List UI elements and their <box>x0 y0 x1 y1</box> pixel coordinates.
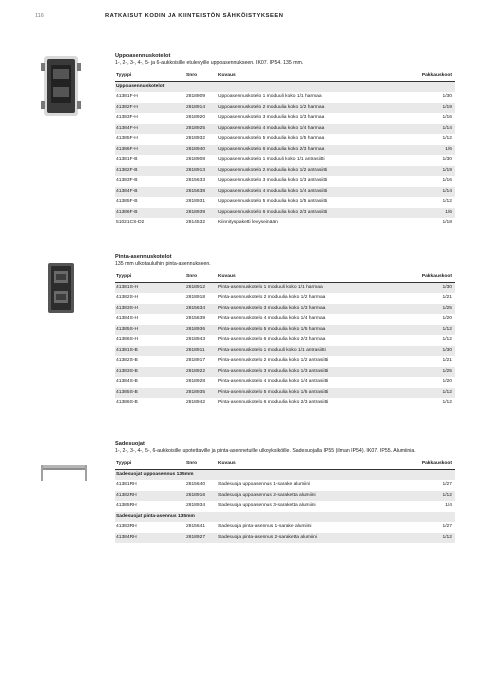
cell-description: Uppoasennuskotelo 5 moduulia koko 1/5 harmaa <box>217 134 410 145</box>
cell-description: Uppoasennuskotelo 2 moduulia koko 1/2 antrasiitti <box>217 166 410 177</box>
cell-description: Sadesuoja pinta-asennus 2-saraketta alumiini <box>217 533 410 544</box>
cell-type: 41384RH <box>115 533 185 544</box>
cell-type: 41385F-H <box>115 134 185 145</box>
section-title: Uppoasennuskotelot <box>115 53 171 59</box>
cell-snro: 2815640 <box>185 480 217 491</box>
cell-type: 41383S-H <box>115 304 185 315</box>
cell-type: 41386S-H <box>115 335 185 346</box>
cell-snro: 2815639 <box>185 314 217 325</box>
table-row <box>115 325 455 336</box>
cell-type: 41384F-B <box>115 187 185 198</box>
cell-snro: 2818943 <box>185 335 217 346</box>
cell-snro: 2818939 <box>185 208 217 219</box>
product-table <box>115 272 455 409</box>
cell-type: 41381F-B <box>115 155 185 166</box>
column-header-snro: Snro <box>185 272 217 283</box>
cell-type: 41382RH <box>115 491 185 502</box>
cell-type: 41383F-H <box>115 113 185 124</box>
cell-description: Sadesuoja uppoasennus 2-saraketta alumiini <box>217 491 410 502</box>
table-row <box>115 367 455 378</box>
cell-description: Pinta-asennuskotelo 2 moduulia koko 1/2 harmaa <box>217 293 410 304</box>
table-row <box>115 187 455 198</box>
section-title: Sadesuojat <box>115 441 145 447</box>
cell-description: Pinta-asennuskotelo 6 moduulia koko 2/3 antrasiitti <box>217 398 410 409</box>
cell-snro: 2818909 <box>185 92 217 103</box>
table-row <box>115 166 455 177</box>
cell-package: 1/12 <box>410 533 455 544</box>
cell-description: Pinta-asennuskotelo 4 moduulia koko 1/4 antrasiitti <box>217 377 410 388</box>
cell-package: 1/12 <box>410 491 455 502</box>
cell-description: Pinta-asennuskotelo 2 moduulia koko 1/2 antrasiitti <box>217 356 410 367</box>
cell-package: 1/25 <box>410 304 455 315</box>
cell-package: 1/27 <box>410 480 455 491</box>
column-header-type: Tyyppi <box>115 71 185 82</box>
table-row <box>115 145 455 156</box>
cell-package: 1/30 <box>410 155 455 166</box>
table-row <box>115 208 455 219</box>
table-row <box>115 346 455 357</box>
table-row <box>115 218 455 229</box>
cell-type: 41384S-B <box>115 377 185 388</box>
cell-snro: 2818911 <box>185 346 217 357</box>
cell-description: Pinta-asennuskotelo 3 moduulia koko 1/3 harmaa <box>217 304 410 315</box>
cell-description: Uppoasennuskotelo 5 moduulia koko 1/5 antrasiitti <box>217 197 410 208</box>
table-row <box>115 124 455 135</box>
section-title: Pinta-asennuskotelot <box>115 254 172 260</box>
cell-description: Pinta-asennuskotelo 3 moduulia koko 1/3 antrasiitti <box>217 367 410 378</box>
page-header <box>35 13 455 25</box>
table-row <box>115 293 455 304</box>
table-row <box>115 113 455 124</box>
table-row <box>115 176 455 187</box>
table-row <box>115 522 455 533</box>
cell-package: 1/12 <box>410 335 455 346</box>
group-label: Sadesuojat uppoasennus 135mm <box>115 470 455 481</box>
cell-type: 41382S-B <box>115 356 185 367</box>
cell-package: 1/16 <box>410 176 455 187</box>
cell-snro: 2818934 <box>185 501 217 512</box>
cell-snro: 2818916 <box>185 491 217 502</box>
cell-snro: 2818917 <box>185 356 217 367</box>
cell-package: 1/12 <box>410 134 455 145</box>
cell-snro: 2815634 <box>185 304 217 315</box>
cell-type: 41382S-H <box>115 293 185 304</box>
section-description: 1-, 2-, 3-, 4-, 5- ja 6-aukkoisille etulevyille uppoasennukseen. IK07. IP54. 135 mm. <box>115 60 304 66</box>
rain-cover-image <box>35 461 93 485</box>
column-header-package: Pakkauskoot <box>410 459 455 470</box>
cell-snro: 2818925 <box>185 124 217 135</box>
cell-type: 41386F-H <box>115 145 185 156</box>
table-row <box>115 377 455 388</box>
table-row <box>115 314 455 325</box>
cell-type: 41384S-H <box>115 314 185 325</box>
cell-description: Uppoasennuskotelo 1 moduuli koko 1/1 antrasiitti <box>217 155 410 166</box>
cell-snro: 2818913 <box>185 166 217 177</box>
cell-type: 41385F-B <box>115 197 185 208</box>
cell-package: 1/6 <box>410 208 455 219</box>
cell-type: 41381F-H <box>115 92 185 103</box>
group-label: Sadesuojat pinta-asennus 135mm <box>115 512 455 523</box>
cell-description: Pinta-asennuskotelo 6 moduulia koko 2/3 harmaa <box>217 335 410 346</box>
product-table <box>115 459 455 543</box>
cell-package: 1/20 <box>410 377 455 388</box>
cell-package: 1/14 <box>410 187 455 198</box>
cell-snro: 2815641 <box>185 522 217 533</box>
cell-snro: 2818918 <box>185 293 217 304</box>
table-row <box>115 356 455 367</box>
cell-snro: 2818931 <box>185 197 217 208</box>
column-header-description: Kuvaus <box>217 272 410 283</box>
cell-snro: 2815633 <box>185 176 217 187</box>
cell-snro: 2818920 <box>185 113 217 124</box>
cell-snro: 2818942 <box>185 398 217 409</box>
cell-description: Uppoasennuskotelo 6 moduulia koko 2/3 antrasiitti <box>217 208 410 219</box>
cell-package: 1/30 <box>410 92 455 103</box>
table-row <box>115 388 455 399</box>
product-table <box>115 71 455 229</box>
cell-package: 1/12 <box>410 197 455 208</box>
cell-package: 1/12 <box>410 325 455 336</box>
cell-type: 41385S-B <box>115 388 185 399</box>
page-number: 116 <box>35 13 44 19</box>
cell-package: 1/4 <box>410 501 455 512</box>
group-row <box>115 512 455 523</box>
cell-package: 1/21 <box>410 356 455 367</box>
table-row <box>115 335 455 346</box>
column-header-snro: Snro <box>185 459 217 470</box>
cell-type: 41385S-H <box>115 325 185 336</box>
cell-type: 41381S-H <box>115 283 185 294</box>
cell-type: 51021CS-D2 <box>115 218 185 229</box>
table-row <box>115 398 455 409</box>
cell-type: 41383F-B <box>115 176 185 187</box>
cell-package: 1/19 <box>410 166 455 177</box>
cell-package: 1/21 <box>410 293 455 304</box>
table-row <box>115 501 455 512</box>
cell-description: Uppoasennuskotelo 6 moduulia koko 2/3 harmaa <box>217 145 410 156</box>
table-row <box>115 103 455 114</box>
cell-description: Uppoasennuskotelo 2 moduulia koko 1/2 harmaa <box>217 103 410 114</box>
cell-description: Pinta-asennuskotelo 1 moduuli koko 1/1 harmaa <box>217 283 410 294</box>
cell-snro: 2818935 <box>185 388 217 399</box>
column-header-description: Kuvaus <box>217 459 410 470</box>
cell-description: Pinta-asennuskotelo 4 moduulia koko 1/4 harmaa <box>217 314 410 325</box>
cell-type: 41382F-B <box>115 166 185 177</box>
cell-description: Uppoasennuskotelo 4 moduulia koko 1/4 antrasiitti <box>217 187 410 198</box>
cell-snro: 2814532 <box>185 218 217 229</box>
cell-description: Pinta-asennuskotelo 5 moduulia koko 1/5 antrasiitti <box>217 388 410 399</box>
cell-description: Uppoasennuskotelo 4 moduulia koko 1/4 harmaa <box>217 124 410 135</box>
cell-package: 1/12 <box>410 388 455 399</box>
cell-package: 1/19 <box>410 103 455 114</box>
column-header-description: Kuvaus <box>217 71 410 82</box>
table-row <box>115 155 455 166</box>
table-row <box>115 283 455 294</box>
cell-snro: 2818912 <box>185 283 217 294</box>
column-header-package: Pakkauskoot <box>410 272 455 283</box>
cell-type: 41383S-B <box>115 367 185 378</box>
cell-snro: 2818940 <box>185 145 217 156</box>
cell-package: 1/30 <box>410 283 455 294</box>
cell-package: 1/14 <box>410 124 455 135</box>
group-label: Uppoasennuskotelot <box>115 82 455 93</box>
table-row <box>115 134 455 145</box>
column-header-type: Tyyppi <box>115 272 185 283</box>
cell-type: 41384F-H <box>115 124 185 135</box>
cell-snro: 2818932 <box>185 134 217 145</box>
cell-package: 1/6 <box>410 145 455 156</box>
cell-package: 1/12 <box>410 398 455 409</box>
cell-type: 41386F-B <box>115 208 185 219</box>
cell-type: 41385RH <box>115 501 185 512</box>
cell-snro: 2818914 <box>185 103 217 114</box>
table-row <box>115 491 455 502</box>
cell-snro: 2818936 <box>185 325 217 336</box>
cell-package: 1/27 <box>410 522 455 533</box>
cell-type: 41383RH <box>115 522 185 533</box>
table-row <box>115 533 455 544</box>
column-header-package: Pakkauskoot <box>410 71 455 82</box>
section-description: 135 mm ulkotauluihin pinta-asennukseen. <box>115 261 211 267</box>
cell-package: 1/18 <box>410 218 455 229</box>
cell-description: Uppoasennuskotelo 1 moduuli koko 1/1 harmaa <box>217 92 410 103</box>
cell-package: 1/25 <box>410 367 455 378</box>
cell-type: 41386S-B <box>115 398 185 409</box>
cell-type: 41382F-H <box>115 103 185 114</box>
column-header-snro: Snro <box>185 71 217 82</box>
cell-description: Sadesuoja uppoasennus 1-sarake alumiini <box>217 480 410 491</box>
cell-package: 1/20 <box>410 314 455 325</box>
column-header-type: Tyyppi <box>115 459 185 470</box>
table-row <box>115 304 455 315</box>
cell-snro: 2818928 <box>185 377 217 388</box>
cell-description: Pinta-asennuskotelo 1 moduuli koko 1/1 antrasiitti <box>217 346 410 357</box>
cell-description: Pinta-asennuskotelo 5 moduulia koko 1/5 harmaa <box>217 325 410 336</box>
cell-package: 1/16 <box>410 113 455 124</box>
cell-description: Sadesuoja uppoasennus 3-saraketta alumiini <box>217 501 410 512</box>
flush-mount-box-image <box>35 55 87 117</box>
cell-description: Uppoasennuskotelo 3 moduulia koko 1/3 antrasiitti <box>217 176 410 187</box>
cell-type: 41381S-B <box>115 346 185 357</box>
page-title: RATKAISUT KODIN JA KIINTEISTÖN SÄHKÖISTYKSEEN <box>105 13 284 19</box>
surface-mount-box-image <box>35 262 87 314</box>
cell-description: Sadesuoja pinta-asennus 1-sarake alumiini <box>217 522 410 533</box>
cell-snro: 2818927 <box>185 533 217 544</box>
section-description: 1-, 2-, 3-, 4-, 5-, 6-aukkoisille upotettaville ja pinta-asennetuille ulkoyksiköille. Sadesuojalla IP55 (ilman IP54). IK07. IP55. Alumiinia. <box>115 448 416 454</box>
table-row <box>115 92 455 103</box>
cell-description: Uppoasennuskotelo 3 moduulia koko 1/3 harmaa <box>217 113 410 124</box>
cell-snro: 2815638 <box>185 187 217 198</box>
cell-type: 41381RH <box>115 480 185 491</box>
group-row <box>115 82 455 93</box>
cell-package: 1/30 <box>410 346 455 357</box>
cell-description: Kiinnityspaketti levyseinään <box>217 218 410 229</box>
cell-snro: 2818908 <box>185 155 217 166</box>
table-row <box>115 197 455 208</box>
table-row <box>115 480 455 491</box>
group-row <box>115 470 455 481</box>
cell-snro: 2818922 <box>185 367 217 378</box>
